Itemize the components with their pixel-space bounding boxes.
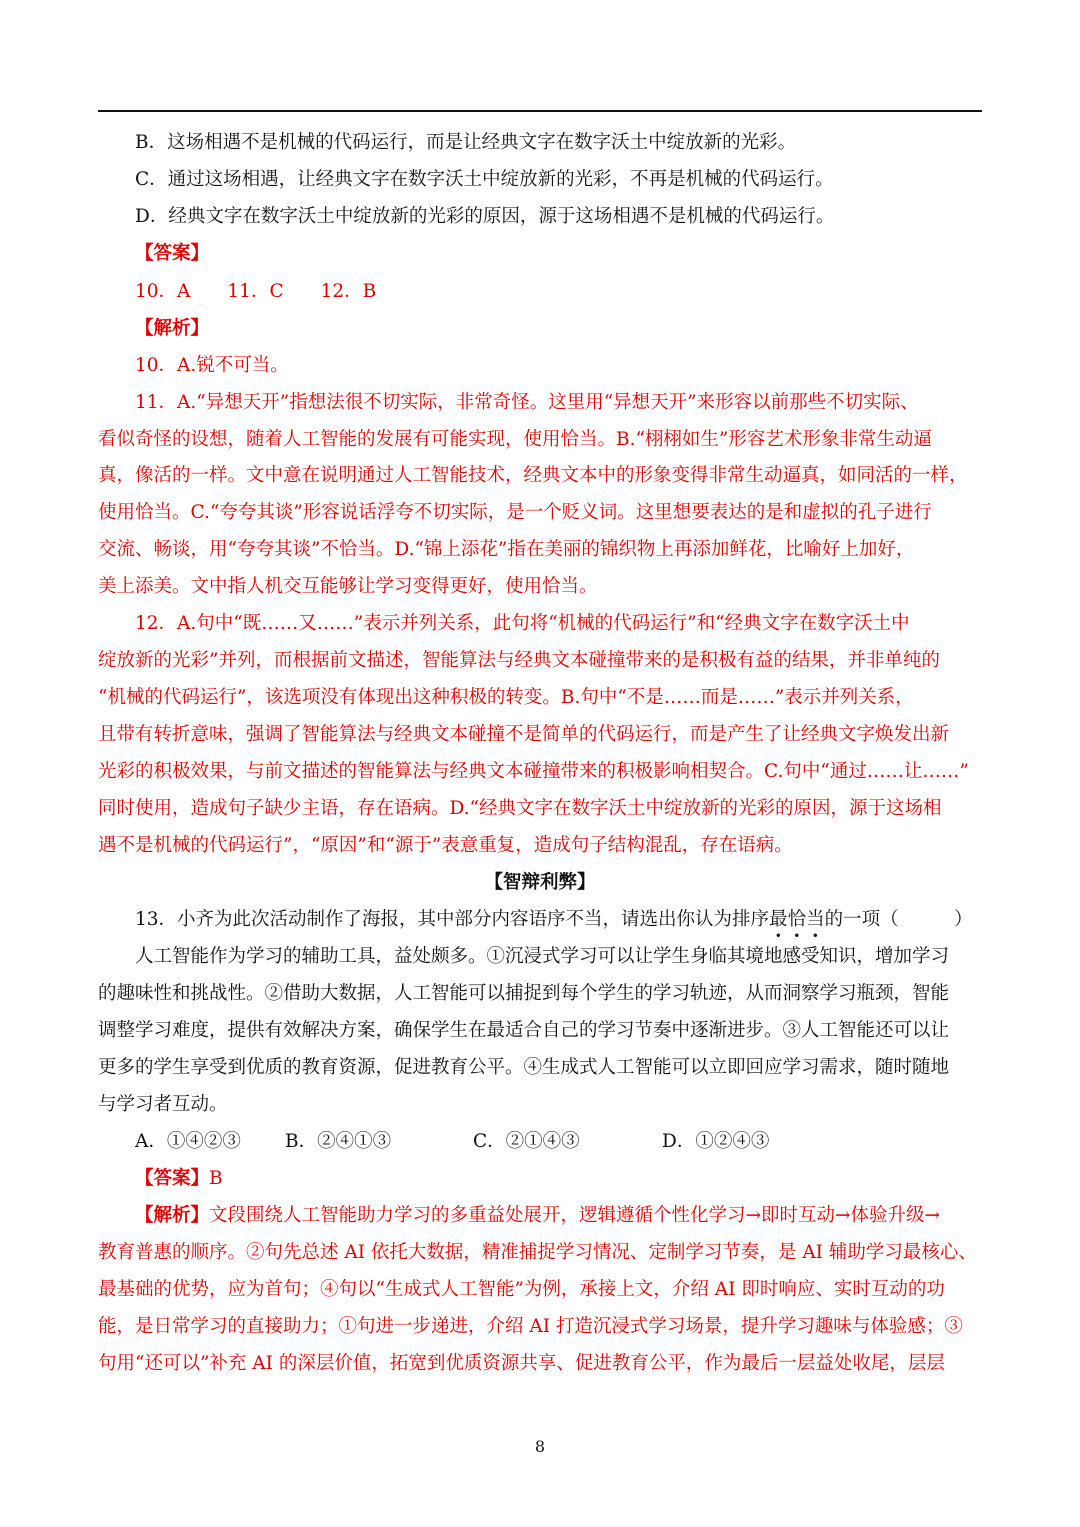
q13-answer <box>135 1166 1021 1192</box>
option-c-prev: C．通过这场相遇，让经典文字在数字沃土中绽放新的光彩，不再是机械的代码运行。 <box>135 169 834 190</box>
q13-analysis-line: 能，是日常学习的直接助力；①句进一步递进，介绍 AI 打造沉浸式学习场景，提升学习趣味与体验感；③ <box>98 1316 963 1337</box>
answer-heading: 【答案】 <box>135 243 210 264</box>
emphasis-char: 当 <box>806 909 825 930</box>
q13-analysis-text: 文段围绕人工智能助力学习的多重益处展开，逻辑遵循个性化学习→即时互动→体验升级→ <box>209 1205 941 1226</box>
analysis-10: 10．A.锐不可当。 <box>135 355 289 376</box>
analysis-heading: 【解析】 <box>135 318 210 339</box>
option-d-prev: D．经典文字在数字沃土中绽放新的光彩的原因，源于这场相遇不是机械的代码运行。 <box>135 206 835 227</box>
analysis-11-line: 交流、畅谈，用“夸夸其谈”不恰当。D.“锦上添花”指在美丽的锦织物上再添加鲜花，比喻好上加好， <box>98 539 915 560</box>
q13-analysis-line: 教育普惠的顺序。②句先总述 AI 依托大数据，精准捕捉学习情况、定制学习节奏，是 AI 辅助学习最核心、 <box>98 1242 977 1263</box>
q13-answer-heading: 【答案】 <box>135 1168 210 1189</box>
q13-answer-value: B <box>209 1168 223 1189</box>
page-number: 8 <box>534 1437 546 1456</box>
q13-option-a: A．①④②③ <box>135 1131 241 1152</box>
q13-stem <box>135 907 1021 933</box>
q13-passage-line: 人工智能作为学习的辅助工具，益处颇多。①沉浸式学习可以让学生身临其境地感受知识，增加学习 <box>135 946 950 967</box>
header-rule <box>98 110 982 112</box>
emphasis-char: 最 <box>769 909 788 930</box>
analysis-12-line: 且带有转折意味，强调了智能算法与经典文本碰撞不是简单的代码运行，而是产生了让经典文字焕发出新 <box>98 724 950 745</box>
q13-analysis-line: 句用“还可以”补充 AI 的深层价值，拓宽到优质资源共享、促进教育公平，作为最后一层益处收尾，层层 <box>98 1353 945 1374</box>
q13-option-c: C．②①④③ <box>473 1131 580 1152</box>
q13-passage-line: 更多的学生享受到优质的教育资源，促进教育公平。④生成式人工智能可以立即回应学习需求，随时随地 <box>98 1057 950 1078</box>
analysis-11-line: 真，像活的一样。文中意在说明通过人工智能技术，经典文本中的形象变得非常生动逼真，如同活的一样， <box>98 465 968 486</box>
q13-analysis-heading: 【解析】 <box>135 1205 210 1226</box>
q13-passage-line: 与学习者互动。 <box>98 1094 228 1115</box>
answers-line: 10．A 11．C 12．B <box>135 281 377 302</box>
analysis-12-line: 绽放新的光彩”并列，而根据前文描述，智能算法与经典文本碰撞带来的是积极有益的结果，并非单纯的 <box>98 650 940 671</box>
emphasis-char: 恰 <box>787 909 807 930</box>
analysis-12-line: 同时使用，造成句子缺少主语，存在语病。D.“经典文字在数字沃土中绽放新的光彩的原因，源于这场相 <box>98 798 942 819</box>
analysis-12-line: “机械的代码运行”，该选项没有体现出这种积极的转变。B.句中“不是……而是……”表示并列关系， <box>98 687 914 708</box>
option-b-prev: B．这场相遇不是机械的代码运行，而是让经典文字在数字沃土中绽放新的光彩。 <box>135 132 797 153</box>
analysis-11-line: 使用恰当。C.“夸夸其谈”形容说话浮夸不切实际，是一个贬义词。这里想要表达的是和虚拟的孔子进行 <box>98 502 932 523</box>
analysis-11-line: 11．A.“异想天开”指想法很不切实际，非常奇怪。这里用“异想天开”来形容以前那些不切实际、 <box>135 392 919 413</box>
q13-stem-post: 的一项（ ） <box>824 909 973 930</box>
q13-option-b: B．②④①③ <box>285 1131 392 1152</box>
analysis-12-line: 12．A.句中“既……又……”表示并列关系，此句将“机械的代码运行”和“经典文字在数字沃土中 <box>135 613 910 634</box>
q13-passage-line: 的趣味性和挑战性。②借助大数据，人工智能可以捕捉到每个学生的学习轨迹，从而洞察学习瓶颈，智能 <box>98 983 950 1004</box>
analysis-12-line: 光彩的积极效果，与前文描述的智能算法与经典文本碰撞带来的积极影响相契合。C.句中“通过……让……” <box>98 761 969 782</box>
q13-analysis-line: 最基础的优势，应为首句；④句以“生成式人工智能”为例，承接上文，介绍 AI 即时响应、实时互动的功 <box>98 1279 945 1300</box>
q13-stem-pre: 13．小齐为此次活动制作了海报，其中部分内容语序不当，请选出你认为排序 <box>135 909 770 930</box>
q13-option-d: D．①②④③ <box>662 1131 770 1152</box>
analysis-12-line: 遇不是机械的代码运行”，“原因”和“源于”表意重复，造成句子结构混乱，存在语病。 <box>98 835 793 856</box>
analysis-11-line: 看似奇怪的设想，随着人工智能的发展有可能实现，使用恰当。B.“栩栩如生”形容艺术形象非常生动逼 <box>98 429 932 450</box>
q13-passage-line: 调整学习难度，提供有效解决方案，确保学生在最适合自己的学习节奏中逐渐进步。③人工智能还可以让 <box>98 1020 950 1041</box>
analysis-11-line: 美上添美。文中指人机交互能够让学习变得更好，使用恰当。 <box>98 576 598 597</box>
section-title: 【智辩利弊】 <box>484 872 596 893</box>
q13-analysis-line <box>135 1203 1021 1229</box>
